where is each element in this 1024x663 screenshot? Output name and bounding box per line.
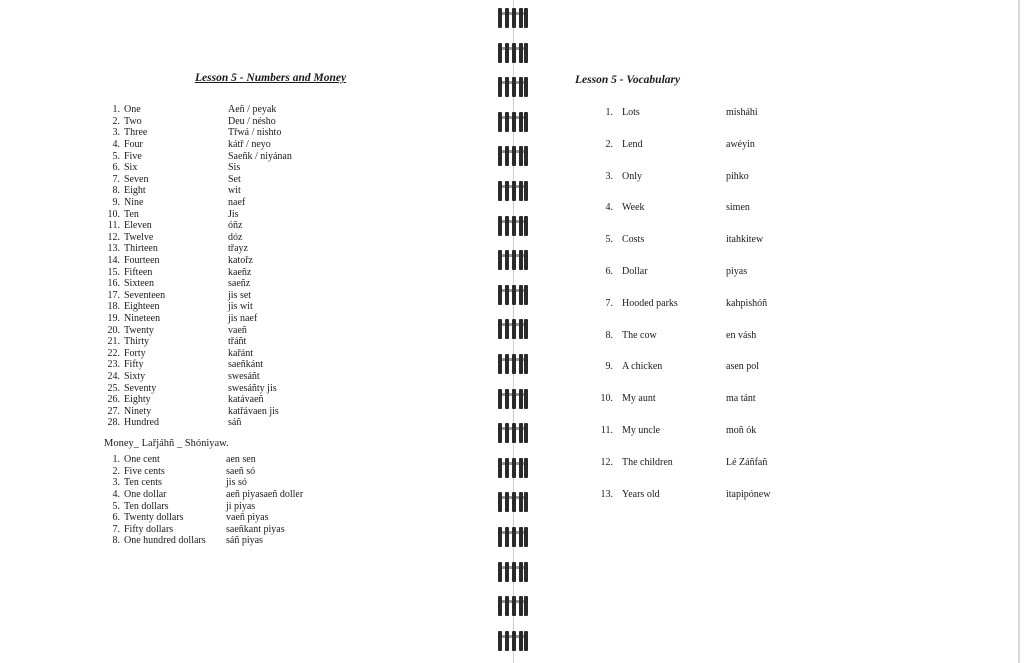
translation: Aeñ / peyak — [228, 104, 277, 116]
translation: óñz — [228, 220, 243, 232]
english-word: Ten dollars — [124, 500, 169, 512]
money-row — [100, 454, 420, 466]
spiral-binding — [498, 0, 528, 663]
translation: wit — [228, 185, 241, 197]
number-row — [100, 150, 400, 162]
english-word: Costs — [622, 234, 645, 246]
binding-coil — [498, 43, 528, 63]
number-row — [100, 266, 400, 278]
item-number: 5. — [112, 500, 120, 512]
money-row — [100, 477, 420, 489]
binding-coil — [498, 216, 528, 236]
translation: itapipónew — [726, 488, 771, 500]
english-word: Dollar — [622, 265, 648, 277]
numbers-list — [100, 104, 400, 429]
binding-coil — [498, 77, 528, 97]
translation: itahkitew — [726, 234, 764, 246]
translation: Deu / nésho — [228, 115, 276, 127]
english-word: Seventy — [124, 382, 157, 394]
item-number: 17. — [107, 289, 120, 301]
item-number: 4. — [605, 202, 613, 214]
translation: jis set — [228, 289, 252, 301]
item-number: 10. — [600, 393, 613, 405]
english-word: Nineteen — [124, 312, 161, 324]
number-row — [100, 347, 400, 359]
translation: Sis — [228, 162, 241, 174]
money-row — [100, 535, 420, 547]
item-number: 27. — [107, 405, 120, 417]
item-number: 26. — [107, 394, 120, 406]
english-word: Lots — [622, 107, 640, 118]
translation: piyas — [726, 265, 748, 277]
english-word: Fifty dollars — [124, 523, 174, 535]
binding-coil — [498, 112, 528, 132]
money-row — [100, 500, 420, 512]
item-number: 7. — [112, 173, 120, 185]
translation: ma tánt — [726, 393, 756, 405]
english-word: Hundred — [124, 417, 159, 429]
translation: třayz — [228, 243, 248, 255]
number-row — [100, 255, 400, 267]
vocab-row — [595, 136, 895, 168]
item-number: 10. — [107, 208, 120, 220]
number-row — [100, 197, 400, 209]
item-number: 21. — [107, 336, 120, 348]
translation: aeñ piyasaeñ doller — [226, 489, 304, 501]
number-row — [100, 243, 400, 255]
number-row — [100, 313, 400, 325]
english-word: Ten — [124, 208, 139, 220]
item-number: 13. — [600, 488, 613, 500]
english-word: Five cents — [124, 465, 165, 477]
translation: misháhi — [726, 107, 758, 118]
translation: saeñ só — [226, 465, 256, 477]
binding-coil — [498, 562, 528, 582]
number-row — [100, 116, 400, 128]
item-number: 3. — [112, 127, 120, 139]
item-number: 7. — [605, 297, 613, 309]
english-word: Fourteen — [124, 255, 160, 267]
vocab-row — [595, 231, 895, 263]
item-number: 8. — [112, 185, 120, 197]
item-number: 13. — [107, 243, 120, 255]
english-word: Two — [124, 115, 142, 127]
number-row — [100, 336, 400, 348]
english-word: Nine — [124, 197, 144, 209]
vocab-row — [595, 263, 895, 295]
translation: asen pol — [726, 361, 760, 373]
english-word: Years old — [622, 488, 660, 500]
money-row — [100, 466, 420, 478]
binding-coil — [498, 146, 528, 166]
english-word: Forty — [124, 347, 146, 359]
translation: awéyin — [726, 138, 755, 150]
translation: Set — [228, 173, 241, 185]
item-number: 11. — [107, 220, 120, 232]
item-number: 25. — [107, 382, 120, 394]
item-number: 7. — [112, 523, 120, 535]
translation: Lé Záñfañ — [726, 456, 768, 468]
number-row — [100, 232, 400, 244]
english-word: One cent — [124, 454, 160, 466]
number-row — [100, 220, 400, 232]
english-word: Eight — [124, 185, 146, 197]
money-row — [100, 524, 420, 536]
binding-coil — [498, 354, 528, 374]
english-word: Seventeen — [124, 289, 166, 301]
translation: katávaeñ — [228, 394, 264, 406]
item-number: 18. — [107, 301, 120, 313]
money-row — [100, 489, 420, 501]
binding-coil — [498, 423, 528, 443]
number-row — [100, 359, 400, 371]
english-word: Fifty — [124, 359, 144, 371]
english-word: The children — [622, 456, 673, 468]
translation: vaeñ — [228, 324, 247, 336]
item-number: 22. — [107, 347, 120, 359]
english-word: Five — [124, 150, 142, 162]
number-row — [100, 371, 400, 383]
left-page-title: Lesson 5 - Numbers and Money — [195, 72, 347, 84]
binding-coil — [498, 8, 528, 28]
english-word: The cow — [622, 329, 657, 341]
number-row — [100, 301, 400, 313]
number-row — [100, 417, 400, 429]
item-number: 12. — [107, 231, 120, 243]
number-row — [100, 127, 400, 139]
vocab-row — [595, 327, 895, 359]
item-number: 12. — [600, 456, 613, 468]
english-word: Six — [124, 162, 138, 174]
english-word: Lend — [622, 138, 643, 150]
translation: Třwá / nishto — [228, 127, 282, 139]
item-number: 1. — [112, 104, 120, 116]
english-word: My uncle — [622, 424, 661, 436]
item-number: 8. — [112, 535, 120, 547]
english-word: Only — [622, 170, 642, 182]
number-row — [100, 394, 400, 406]
item-number: 23. — [107, 359, 120, 371]
money-list — [100, 454, 420, 547]
binding-coil — [498, 527, 528, 547]
vocab-row — [595, 295, 895, 327]
number-row — [100, 324, 400, 336]
item-number: 2. — [605, 138, 613, 150]
translation: ji piyas — [226, 500, 256, 512]
binding-coil — [498, 631, 528, 651]
number-row — [100, 278, 400, 290]
vocab-row — [595, 390, 895, 422]
item-number: 6. — [605, 265, 613, 277]
vocab-row — [595, 358, 895, 390]
english-word: Sixteen — [124, 278, 154, 290]
binding-coil — [498, 596, 528, 616]
translation: swesáñty jis — [228, 382, 277, 394]
translation: saeñkánt — [228, 359, 263, 371]
english-word: Thirty — [124, 336, 149, 348]
page-edge — [1018, 0, 1020, 663]
item-number: 4. — [112, 139, 120, 151]
number-row — [100, 382, 400, 394]
number-row — [100, 104, 400, 116]
english-word: My aunt — [622, 393, 656, 405]
item-number: 19. — [107, 312, 120, 324]
binding-coil — [498, 389, 528, 409]
money-row — [100, 512, 420, 524]
number-row — [100, 139, 400, 151]
item-number: 8. — [605, 329, 613, 341]
money-heading: Money_ Lařjáhñ _ Shóniyaw. — [104, 438, 229, 449]
number-row — [100, 290, 400, 302]
translation: třáñt — [228, 336, 247, 348]
item-number: 3. — [112, 477, 120, 489]
translation: kaeñz — [228, 266, 252, 278]
translation: aen sen — [226, 454, 256, 466]
item-number: 14. — [107, 255, 120, 267]
english-word: Seven — [124, 173, 149, 185]
number-row — [100, 174, 400, 186]
english-word: Ten cents — [124, 477, 162, 489]
translation: vaeñ piyas — [226, 512, 269, 524]
item-number: 9. — [112, 197, 120, 209]
english-word: Sixty — [124, 370, 146, 382]
english-word: Hooded parks — [622, 297, 678, 309]
translation: saeñz — [228, 278, 251, 290]
number-row — [100, 405, 400, 417]
translation: en vásh — [726, 329, 757, 341]
english-word: One hundred dollars — [124, 535, 206, 547]
translation: dóz — [228, 231, 243, 243]
english-word: Three — [124, 127, 148, 139]
translation: pihko — [726, 170, 749, 182]
translation: kátř / neyo — [228, 139, 271, 151]
item-number: 9. — [605, 361, 613, 373]
number-row — [100, 208, 400, 220]
item-number: 1. — [112, 454, 120, 466]
item-number: 6. — [112, 512, 120, 524]
item-number: 2. — [112, 465, 120, 477]
number-row — [100, 162, 400, 174]
right-page-title: Lesson 5 - Vocabulary — [575, 74, 681, 86]
translation: jis naef — [228, 312, 258, 324]
translation: kahpishóñ — [726, 297, 768, 309]
item-number: 2. — [112, 115, 120, 127]
translation: naef — [228, 197, 246, 209]
english-word: Twenty — [124, 324, 154, 336]
vocabulary-list — [595, 104, 895, 517]
translation: simen — [726, 202, 750, 214]
item-number: 5. — [605, 234, 613, 246]
translation: Saeñk / niyánan — [228, 150, 292, 162]
translation: jis só — [226, 477, 247, 489]
english-word: A chicken — [622, 361, 663, 373]
item-number: 6. — [112, 162, 120, 174]
item-number: 3. — [605, 170, 613, 182]
vocab-row — [595, 422, 895, 454]
translation: sáñ piyas — [226, 535, 263, 547]
english-word: Week — [622, 202, 645, 214]
english-word: Eleven — [124, 220, 152, 232]
translation: swesáñt — [228, 370, 260, 382]
item-number: 28. — [107, 417, 120, 429]
item-number: 4. — [112, 489, 120, 501]
english-word: Ninety — [124, 405, 152, 417]
binding-coil — [498, 458, 528, 478]
vocab-row — [595, 199, 895, 231]
english-word: Eighteen — [124, 301, 160, 313]
item-number: 5. — [112, 150, 120, 162]
translation: jis wit — [228, 301, 253, 313]
english-word: Twenty dollars — [124, 512, 184, 524]
binding-coil — [498, 319, 528, 339]
binding-coil — [498, 492, 528, 512]
english-word: Eighty — [124, 394, 151, 406]
binding-coil — [498, 250, 528, 270]
item-number: 1. — [605, 107, 613, 118]
binding-coil — [498, 181, 528, 201]
binding-coil — [498, 285, 528, 305]
translation: moñ ók — [726, 424, 757, 436]
item-number: 11. — [600, 424, 613, 436]
vocab-row — [595, 454, 895, 486]
item-number: 20. — [107, 324, 120, 336]
vocab-row — [595, 104, 895, 136]
english-word: One dollar — [124, 489, 167, 501]
item-number: 15. — [107, 266, 120, 278]
english-word: One — [124, 104, 141, 116]
translation: Jis — [228, 208, 239, 220]
translation: sáñ — [228, 417, 242, 429]
english-word: Twelve — [124, 231, 154, 243]
item-number: 24. — [107, 370, 120, 382]
vocab-row — [595, 486, 895, 518]
item-number: 16. — [107, 278, 120, 290]
english-word: Four — [124, 139, 143, 151]
translation: kařánt — [228, 347, 253, 359]
translation: katořz — [228, 255, 253, 267]
english-word: Thirteen — [124, 243, 158, 255]
vocab-row — [595, 168, 895, 200]
english-word: Fifteen — [124, 266, 153, 278]
translation: katřávaen jis — [228, 405, 279, 417]
translation: saeñkant piyas — [226, 523, 285, 535]
number-row — [100, 185, 400, 197]
